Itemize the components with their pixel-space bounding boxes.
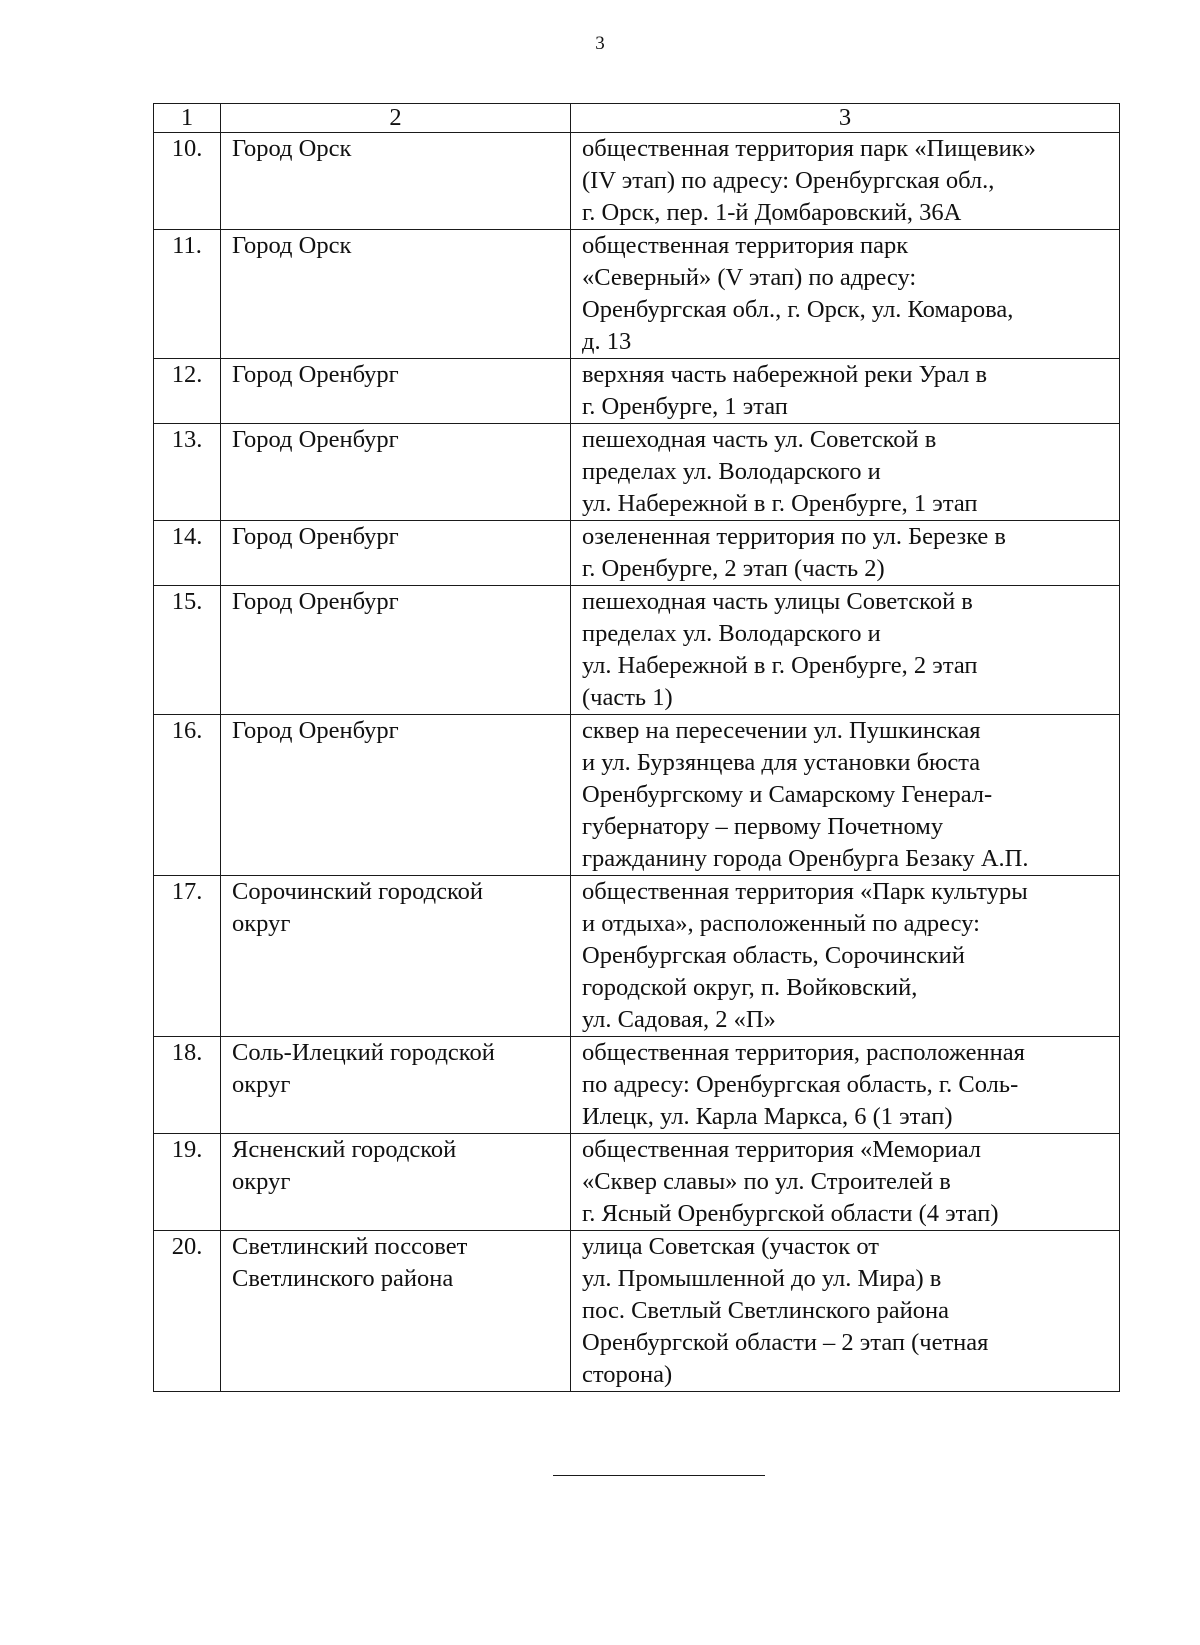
row-number: 11. [154,230,221,359]
territory-cell [571,876,1120,1037]
table-row [154,876,1120,1037]
territory-line: общественная территория, расположенная [582,1039,1025,1066]
territory-line: ул. Промышленной до ул. Мира) в [582,1265,942,1292]
column-header-1: 1 [154,104,221,133]
territories-table [153,103,1120,1392]
row-number: 18. [154,1037,221,1134]
municipality-cell [221,521,571,586]
territory-cell [571,1134,1120,1231]
municipality-cell [221,1037,571,1134]
municipality-line: Светлинский поссовет [232,1233,468,1260]
territory-cell [571,230,1120,359]
territory-cell [571,586,1120,715]
territory-line: д. 13 [582,328,632,355]
territory-line: г. Оренбурге, 1 этап [582,393,788,420]
municipality-line: Город Оренбург [232,361,399,388]
territory-line: Оренбургская обл., г. Орск, ул. Комарова, [582,296,1014,323]
territory-line: г. Орск, пер. 1-й Домбаровский, 36А [582,199,962,226]
territory-line: «Сквер славы» по ул. Строителей в [582,1168,951,1195]
municipality-cell [221,586,571,715]
municipality-cell [221,1231,571,1392]
row-number: 19. [154,1134,221,1231]
territory-line: и отдыха», расположенный по адресу: [582,910,980,937]
territory-line: губернатору – первому Почетному [582,813,944,840]
territory-line: г. Ясный Оренбургской области (4 этап) [582,1200,999,1227]
territory-line: Илецк, ул. Карла Маркса, 6 (1 этап) [582,1103,953,1130]
municipality-cell [221,715,571,876]
municipality-line: округ [232,1168,291,1195]
territory-line: гражданину города Оренбурга Безаку А.П. [582,845,1029,872]
row-number: 13. [154,424,221,521]
territory-line: общественная территория парк [582,232,909,259]
territory-cell [571,521,1120,586]
municipality-line: Город Оренбург [232,588,399,615]
territory-line: пределах ул. Володарского и [582,458,881,485]
territory-line: ул. Садовая, 2 «П» [582,1006,776,1033]
municipality-line: Город Оренбург [232,523,399,550]
table-header-row [154,104,1120,133]
territory-line: и ул. Бурзянцева для установки бюста [582,749,981,776]
row-number: 16. [154,715,221,876]
municipality-line: округ [232,910,291,937]
territory-line: улица Советская (участок от [582,1233,879,1260]
table-row [154,1037,1120,1134]
municipality-cell [221,359,571,424]
territory-line: верхняя часть набережной реки Урал в [582,361,988,388]
table-row [154,1231,1120,1392]
table-row [154,586,1120,715]
territory-line: Оренбургскому и Самарскому Генерал- [582,781,993,808]
row-number: 17. [154,876,221,1037]
territory-cell [571,424,1120,521]
municipality-line: Город Оренбург [232,426,399,453]
municipality-cell [221,876,571,1037]
territory-line: озелененная территория по ул. Березке в [582,523,1007,550]
territory-cell [571,133,1120,230]
table-row [154,1134,1120,1231]
territory-cell [571,715,1120,876]
territory-cell [571,1231,1120,1392]
column-header-2: 2 [221,104,571,133]
municipality-cell [221,424,571,521]
territory-line: Оренбургской области – 2 этап (четная [582,1329,989,1356]
municipality-line: Светлинского района [232,1265,454,1292]
territory-line: общественная территория «Мемориал [582,1136,982,1163]
territory-line: ул. Набережной в г. Оренбурге, 1 этап [582,490,978,517]
end-of-document-line [553,1475,765,1476]
territory-line: пешеходная часть ул. Советской в [582,426,937,453]
territory-cell [571,1037,1120,1134]
territory-line: (часть 1) [582,684,673,711]
page-number: 3 [595,33,605,54]
territory-line: ул. Набережной в г. Оренбурге, 2 этап [582,652,978,679]
municipality-line: Ясненский городской [232,1136,457,1163]
territory-line: городской округ, п. Войковский, [582,974,918,1001]
municipality-line: Соль-Илецкий городской [232,1039,495,1066]
table-row [154,715,1120,876]
row-number: 20. [154,1231,221,1392]
row-number: 14. [154,521,221,586]
row-number: 15. [154,586,221,715]
territory-line: общественная территория «Парк культуры [582,878,1028,905]
table-row [154,133,1120,230]
municipality-cell [221,1134,571,1231]
territory-cell [571,359,1120,424]
territory-line: общественная территория парк «Пищевик» [582,135,1036,162]
table-row [154,359,1120,424]
territory-line: (IV этап) по адресу: Оренбургская обл., [582,167,995,194]
territory-line: по адресу: Оренбургская область, г. Соль- [582,1071,1019,1098]
municipality-line: Город Орск [232,135,352,162]
table-row [154,230,1120,359]
municipality-cell [221,133,571,230]
territory-line: пределах ул. Володарского и [582,620,881,647]
territory-line: сквер на пересечении ул. Пушкинская [582,717,981,744]
column-header-3: 3 [571,104,1120,133]
row-number: 10. [154,133,221,230]
municipality-line: округ [232,1071,291,1098]
municipality-line: Город Орск [232,232,352,259]
municipality-line: Город Оренбург [232,717,399,744]
territory-line: г. Оренбурге, 2 этап (часть 2) [582,555,885,582]
table-body [154,133,1120,1392]
municipality-cell [221,230,571,359]
territory-line: сторона) [582,1361,673,1388]
municipality-line: Сорочинский городской [232,878,483,905]
territory-line: пешеходная часть улицы Советской в [582,588,973,615]
territory-line: «Северный» (V этап) по адресу: [582,264,917,291]
territory-line: Оренбургская область, Сорочинский [582,942,965,969]
territory-line: пос. Светлый Светлинского района [582,1297,950,1324]
table-row [154,424,1120,521]
row-number: 12. [154,359,221,424]
table-row [154,521,1120,586]
